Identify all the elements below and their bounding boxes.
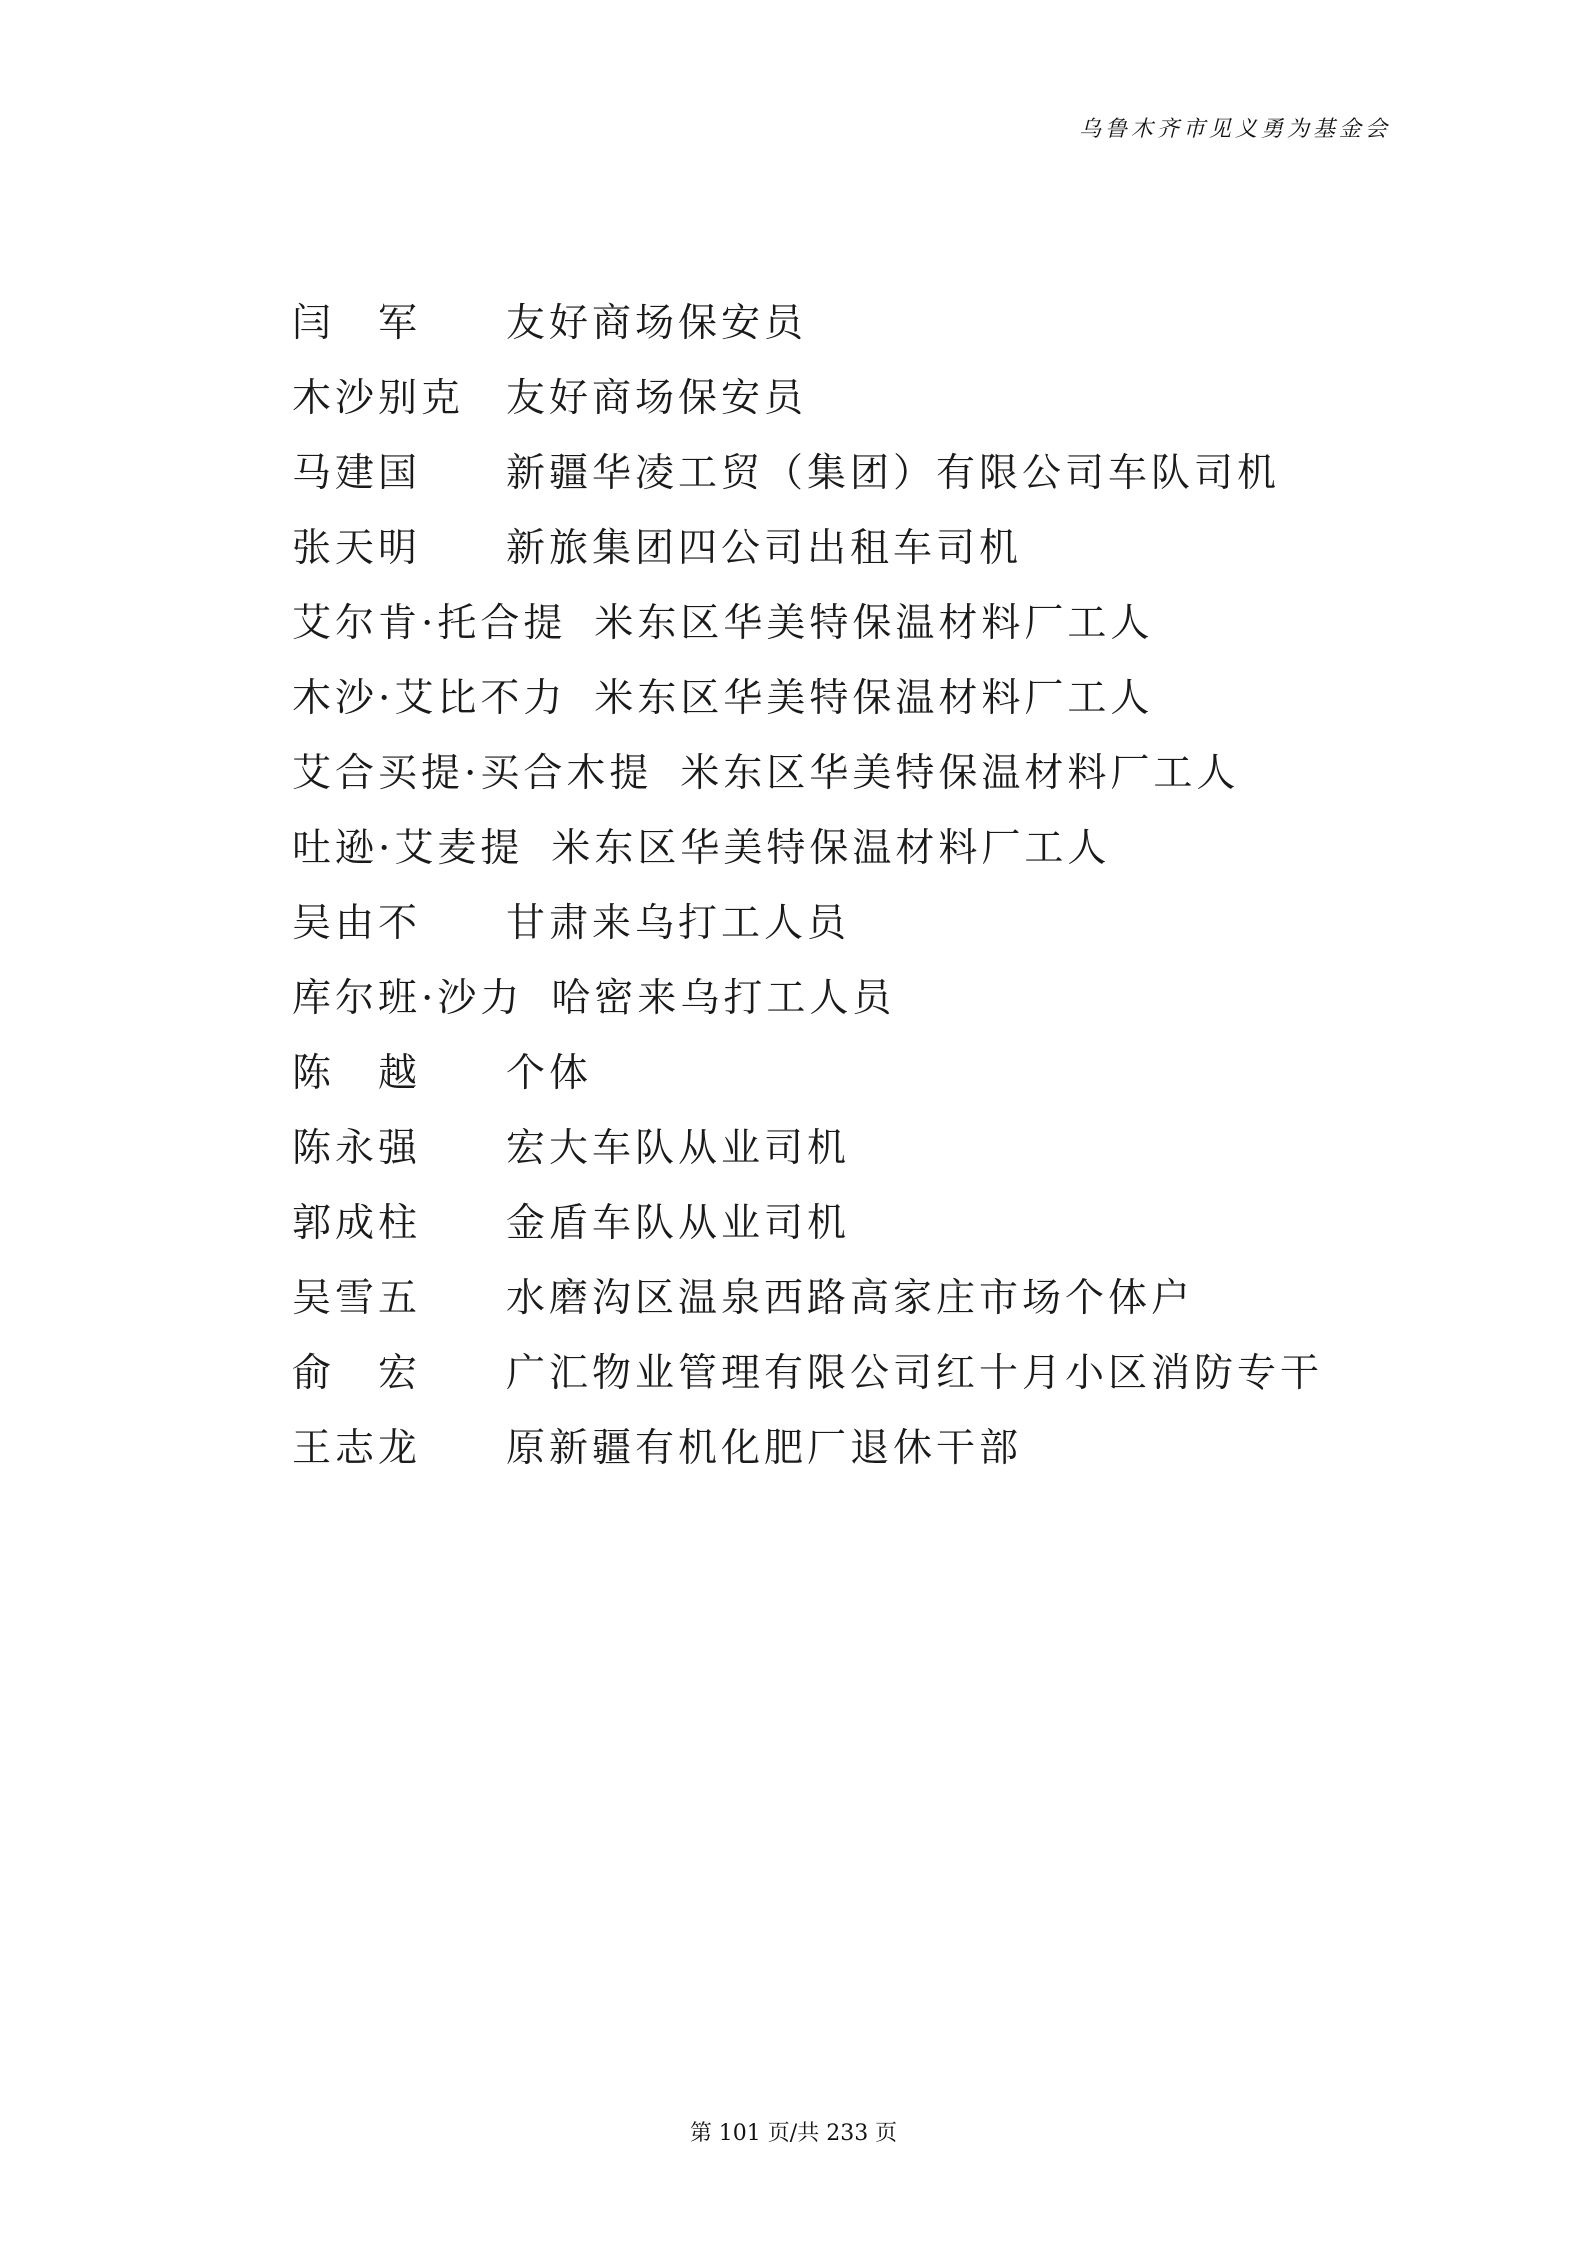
- list-item: [292, 1417, 1372, 1492]
- list-item: [292, 667, 1372, 742]
- honoree-name: 艾合买提·买合木提: [292, 751, 653, 796]
- list-item: [292, 1192, 1372, 1267]
- list-item: [292, 1042, 1372, 1117]
- list-item: [292, 1117, 1372, 1192]
- honoree-role: 米东区华美特保温材料厂工人: [680, 751, 1240, 796]
- honoree-name: 木沙·艾比不力: [292, 676, 567, 721]
- list-item: [292, 517, 1372, 592]
- honoree-name: 张天明: [292, 526, 422, 571]
- list-item: [292, 892, 1372, 967]
- list-item: [292, 367, 1372, 442]
- honoree-name: 吐逊·艾麦提: [292, 826, 524, 871]
- list-item: [292, 817, 1372, 892]
- list-item: [292, 592, 1372, 667]
- honoree-role: 广汇物业管理有限公司红十月小区消防专干: [506, 1351, 1324, 1396]
- honoree-name: 郭成柱: [292, 1201, 422, 1246]
- honoree-name: 闫 军: [292, 301, 422, 346]
- honoree-role: 甘肃来乌打工人员: [506, 901, 851, 946]
- honoree-role: 新疆华凌工贸（集团）有限公司车队司机: [506, 451, 1281, 496]
- honoree-role: 米东区华美特保温材料厂工人: [594, 601, 1154, 646]
- honoree-name: 吴雪五: [292, 1276, 422, 1321]
- honoree-role: 友好商场保安员: [506, 376, 808, 421]
- honoree-role: 米东区华美特保温材料厂工人: [594, 676, 1154, 721]
- honoree-role: 个体: [506, 1051, 593, 1096]
- honoree-name: 陈永强: [292, 1126, 422, 1171]
- honoree-name: 吴由不: [292, 901, 422, 946]
- honoree-name: 陈 越: [292, 1051, 422, 1096]
- list-item: [292, 742, 1372, 817]
- honoree-name: 艾尔肯·托合提: [292, 601, 567, 646]
- honoree-role: 原新疆有机化肥厂退休干部: [506, 1426, 1023, 1471]
- honoree-role: 宏大车队从业司机: [506, 1126, 851, 1171]
- list-item: [292, 292, 1372, 367]
- honoree-role: 金盾车队从业司机: [506, 1201, 851, 1246]
- honoree-name: 王志龙: [292, 1426, 422, 1471]
- honoree-name: 俞 宏: [292, 1351, 422, 1396]
- page-number: 第 101 页/共 233 页: [689, 2121, 898, 2146]
- honoree-name: 库尔班·沙力: [292, 976, 524, 1021]
- honoree-name: 木沙别克: [292, 376, 465, 421]
- honoree-role: 新旅集团四公司出租车司机: [506, 526, 1023, 571]
- honoree-list: [292, 292, 1372, 1492]
- list-item: [292, 1342, 1372, 1417]
- honoree-role: 水磨沟区温泉西路高家庄市场个体户: [506, 1276, 1195, 1321]
- list-item: [292, 967, 1372, 1042]
- honoree-name: 马建国: [292, 451, 422, 496]
- honoree-role: 米东区华美特保温材料厂工人: [551, 826, 1111, 871]
- list-item: [292, 442, 1372, 517]
- honoree-role: 哈密来乌打工人员: [551, 976, 896, 1021]
- document-header: 乌鲁木齐市见义勇为基金会: [1078, 117, 1391, 142]
- list-item: [292, 1267, 1372, 1342]
- honoree-role: 友好商场保安员: [506, 301, 808, 346]
